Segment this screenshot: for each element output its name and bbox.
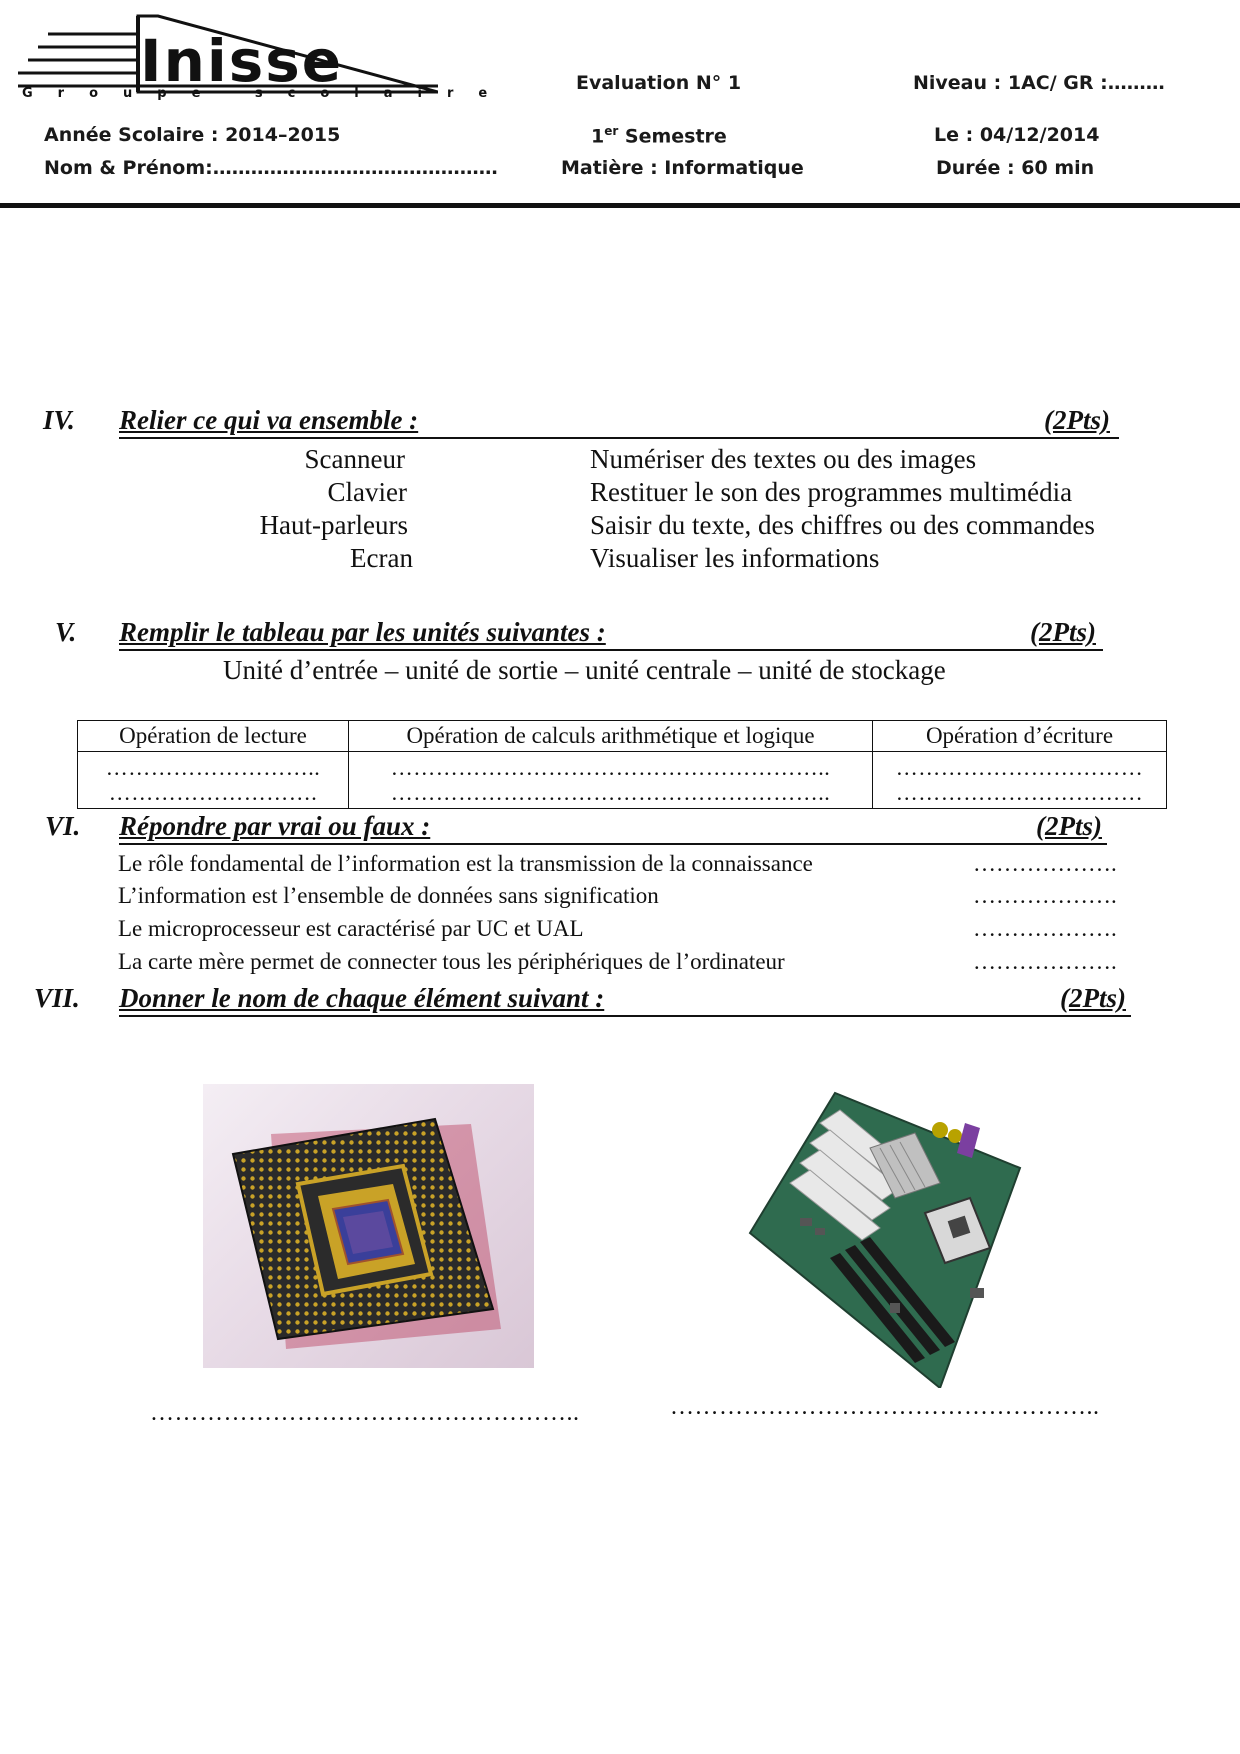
semester-label	[591, 124, 727, 147]
semester-word: Semestre	[618, 125, 727, 148]
answer-dots: …………………………………………………..	[390, 755, 831, 780]
match-right-item: Restituer le son des programmes multimédia	[590, 477, 1073, 507]
table-header-cell: Opération d’écriture	[873, 721, 1167, 752]
student-name-field[interactable]: Nom & Prénom:………………………………………	[44, 157, 498, 179]
true-false-answer[interactable]: ……………….	[973, 949, 1117, 974]
table-header-cell: Opération de calculs arithmétique et logique	[349, 721, 873, 752]
table-header-row	[78, 721, 1167, 752]
match-left-item: Ecran	[350, 543, 413, 573]
true-false-statement: La carte mère permet de connecter tous les périphériques de l’ordinateur	[118, 949, 785, 974]
table-header-cell: Opération de lecture	[78, 721, 349, 752]
motherboard-image	[740, 1088, 1030, 1388]
evaluation-label: Evaluation N° 1	[576, 72, 742, 94]
match-right-item: Numériser des textes ou des images	[590, 444, 977, 474]
match-right-item: Saisir du texte, des chiffres ou des commandes	[590, 510, 1095, 540]
answer-dots: ………………………..	[105, 755, 321, 780]
units-table	[77, 720, 1167, 809]
microprocessor-image	[203, 1084, 534, 1368]
match-left-item: Clavier	[327, 477, 407, 507]
section-vi-points: (2Pts)	[1036, 811, 1102, 841]
section-vii-underline	[119, 1015, 1131, 1017]
section-vii-points: (2Pts)	[1060, 983, 1126, 1013]
answer-cell-calcul[interactable]	[349, 752, 873, 809]
section-vi-title: Répondre par vrai ou faux :	[119, 811, 431, 841]
table-row	[78, 752, 1167, 809]
answer-line-microprocessor[interactable]: ……………………………………………..	[150, 1400, 580, 1426]
school-year: Année Scolaire : 2014–2015	[44, 124, 341, 146]
true-false-statement: Le microprocesseur est caractérisé par UC et UAL	[118, 916, 584, 941]
header-divider	[0, 203, 1240, 208]
true-false-statement: Le rôle fondamental de l’information est la transmission de la connaissance	[118, 851, 813, 876]
section-iv-title: Relier ce qui va ensemble :	[119, 405, 419, 435]
section-v-title: Remplir le tableau par les unités suivantes :	[119, 617, 606, 647]
match-left-item: Haut-parleurs	[259, 510, 408, 540]
cpu-graphic	[203, 1084, 534, 1368]
section-iv-underline	[119, 437, 1119, 439]
subject-label: Matière : Informatique	[561, 157, 804, 179]
semester-number: 1	[591, 125, 605, 148]
answer-cell-ecriture[interactable]	[873, 752, 1167, 809]
logo-subtext: Groupe scolaire	[22, 86, 513, 101]
school-logo	[18, 14, 513, 104]
section-iv-number: IV.	[43, 405, 75, 435]
section-v-number: V.	[55, 617, 77, 647]
semester-suffix: er	[604, 124, 619, 138]
answer-dots: ……………………….	[108, 780, 318, 805]
section-vii-title: Donner le nom de chaque élément suivant :	[119, 983, 605, 1013]
match-left-item: Scanneur	[304, 444, 405, 474]
answer-dots: ……………………………	[895, 755, 1144, 780]
true-false-statement: L’information est l’ensemble de données sans signification	[118, 883, 659, 908]
answer-cell-lecture[interactable]	[78, 752, 349, 809]
true-false-answer[interactable]: ……………….	[973, 916, 1117, 941]
section-vii-number: VII.	[34, 983, 80, 1013]
units-list: Unité d’entrée – unité de sortie – unité centrale – unité de stockage	[223, 655, 946, 685]
answer-dots: ……………………………	[895, 780, 1144, 805]
exam-date: Le : 04/12/2014	[934, 124, 1100, 146]
true-false-answer[interactable]: ……………….	[973, 883, 1117, 908]
answer-dots: …………………………………………………..	[390, 780, 831, 805]
match-right-item: Visualiser les informations	[590, 543, 880, 573]
niveau-label: Niveau : 1AC/ GR :………	[913, 72, 1165, 94]
duration-label: Durée : 60 min	[936, 157, 1095, 179]
answer-line-motherboard[interactable]: ……………………………………………..	[670, 1394, 1100, 1420]
motherboard-graphic	[740, 1088, 1030, 1388]
section-v-points: (2Pts)	[1030, 617, 1096, 647]
true-false-answer[interactable]: ……………….	[973, 851, 1117, 876]
section-vi-number: VI.	[45, 811, 81, 841]
section-iv-points: (2Pts)	[1044, 405, 1110, 435]
logo-text: Inisse	[140, 27, 344, 95]
section-vi-underline	[119, 843, 1107, 845]
section-v-underline	[119, 649, 1103, 651]
